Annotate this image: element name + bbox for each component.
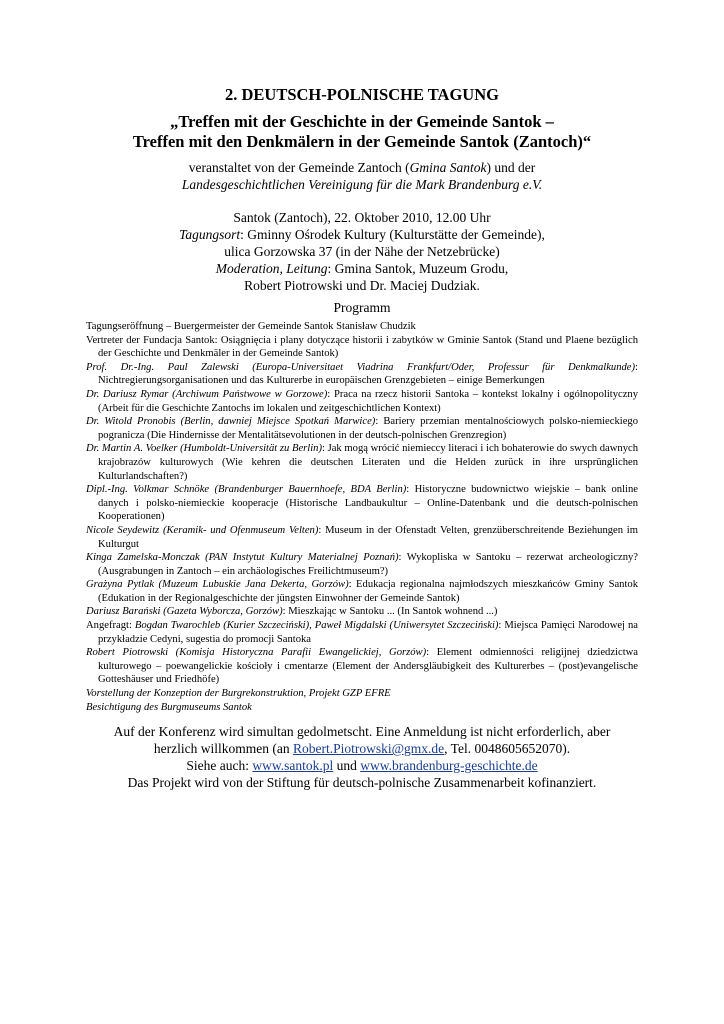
program-item-speaker: Dr. Martin A. Voelker (Humboldt-Universität zu Berlin) <box>86 443 322 455</box>
footer-line-3 <box>86 757 638 774</box>
program-item-speaker: Besichtigung des Burgmuseums Santok <box>86 701 252 713</box>
program-item-speaker: Grażyna Pytlak (Muzeum Lubuskie Jana Dekerta, Gorzów) <box>86 579 349 591</box>
program-item-speaker: Robert Piotrowski (Komisja Historyczna Parafii Ewangelickiej, Gorzów) <box>86 647 427 659</box>
moderation-label: Moderation, Leitung <box>215 261 328 276</box>
footer-line-3-mid: und <box>333 758 361 774</box>
program-item-text: : Miejsca Pamięci Narodowej na przykładzie Cedyni, sugestia do promocji Santoka <box>98 620 638 645</box>
organizer-block <box>86 159 638 193</box>
email-link[interactable]: Robert.Piotrowski@gmx.de <box>292 741 445 757</box>
program-item <box>86 388 638 415</box>
program-item-text: : Wykopliska w Santoku – rezerwat archeologiczny? (Ausgrabungen in Zantoch – ein archäologisches Freilichtmuseum?) <box>98 552 638 577</box>
program-item <box>86 578 638 605</box>
program-item-speaker: Dariusz Barański (Gazeta Wyborcza, Gorzów) <box>86 606 283 618</box>
program-item <box>86 320 638 334</box>
venue-text: : Gminny Ośrodek Kultury (Kulturstätte der Gemeinde), <box>240 227 545 242</box>
program-item-speaker: Dr. Witold Pronobis (Berlin, dawniej Miejsce Spotkań Marwice) <box>86 416 376 428</box>
footer-line-2-post: , Tel. 0048605652070). <box>444 741 571 757</box>
moderation-text: : Gmina Santok, Muzeum Grodu, <box>327 261 509 276</box>
subtitle-line-2: Treffen mit den Denkmälern in der Gemeinde Santok (Zantoch)“ <box>132 132 592 151</box>
program-item <box>86 442 638 483</box>
program-item-text: : Jak mogą wrócić niemieccy literaci i ich bohaterowie do swych dawnych krajobrazów kulturowych (Wie kehren die deutschen Literaten und die Helden zurück in ihre ursprünglichen Kulturlandschaften?) <box>98 443 638 482</box>
footer-line-1: Auf der Konferenz wird simultan gedolmetscht. Eine Anmeldung ist nicht erforderlich, aber <box>113 724 611 740</box>
program-item-text: : Historyczne budownictwo wiejskie – bank online danych i polsko-niemieckie kooperacje (Historische Landbaukultur – Online-Datenbank und die deutsch-polnischen Kooperationen) <box>98 484 638 523</box>
conference-subtitle <box>86 112 638 152</box>
program-item <box>86 361 638 388</box>
program-item-speaker: Vorstellung der Konzeption der Burgrekonstruktion, Projekt GZP EFRE <box>86 688 391 700</box>
program-item-speaker: Nicole Seydewitz (Keramik- und Ofenmuseum Velten) <box>86 524 319 536</box>
organizer-line-2 <box>86 176 638 193</box>
subtitle-line-1: „Treffen mit der Geschichte in der Gemeinde Santok – <box>170 112 554 131</box>
program-item-speaker: Dr. Dariusz Rymar (Archiwum Państwowe w Gorzowe) <box>86 388 328 400</box>
program-item <box>86 483 638 524</box>
document-page <box>86 84 638 791</box>
program-item-speaker: Dipl.-Ing. Volkmar Schnöke (Brandenburger Bauernhoefe, BDA Berlin) <box>86 484 407 496</box>
footer-line-4: Das Projekt wird von der Stiftung für deutsch-polnische Zusammenarbeit kofinanziert. <box>127 775 597 791</box>
program-item <box>86 415 638 442</box>
program-item <box>86 701 638 715</box>
program-item-text: : Edukacja regionalna najmłodszych mieszkańców Gminy Santok (Edukation in der Regionalgeschichte der jüngsten Einwohner der Gemeinde Santok) <box>98 579 638 604</box>
program-item <box>86 524 638 551</box>
program-item <box>86 551 638 578</box>
footer-block <box>86 723 638 791</box>
program-item-text: : Element odmienności religijnej dziedzictwa kulturowego – poewangelickie kościoły i cmentarze (Element der Andersgläubigkeit des Kulturerbes – (post)evangelische Gotteshäuser und Friedhöfe) <box>98 647 638 686</box>
program-item-text: Tagungseröffnung – Buergermeister der Gemeinde Santok Stanisław Chudzik <box>86 321 416 332</box>
conference-title: 2. DEUTSCH-POLNISCHE TAGUNG <box>225 85 499 104</box>
program-item-speaker: Bogdan Twarochleb (Kurier Szczeciński), Paweł Migdalski (Uniwersytet Szczeciński) <box>134 620 499 632</box>
program-heading: Programm <box>333 300 391 315</box>
program-item-prefix: Angefragt: <box>86 620 135 632</box>
program-item <box>86 334 638 361</box>
meeting-venue <box>86 226 638 243</box>
santok-link[interactable]: www.santok.pl <box>252 758 334 774</box>
program-item <box>86 619 638 646</box>
program-item-text: : Bariery przemian mentalnościowych polsko-niemieckiego pogranicza (Die Hindernisse der Mentalitätsevolutionen in der deutsch-polnischen Grenzregion) <box>98 416 638 441</box>
meeting-date: Santok (Zantoch), 22. Oktober 2010, 12.00 Uhr <box>233 210 491 225</box>
program-item-speaker: Kinga Zamelska-Monczak (PAN Instytut Kultury Materialnej Poznań) <box>86 552 399 564</box>
program-item-text: : Nichtregierungsorganisationen und das Kulturerbe in europäischen Grenzgebieten – einige Bemerkungen <box>98 361 638 387</box>
organizer-vereinigung: Landesgeschichtlichen Vereinigung für die Mark Brandenburg e.V. <box>181 177 543 192</box>
footer-line-3-pre: Siehe auch: <box>186 758 253 774</box>
program-item-text: Vertreter der Fundacja Santok: Osiągnięcia i plany dotyczące historii i zabytków w Gminie Santok (Stand und Plaene bezüglich der Geschichte und Denkmäler in der Gemeinde Santok) <box>86 334 638 360</box>
footer-line-2 <box>86 740 638 757</box>
organizer-gmina: Gmina Santok <box>409 160 487 175</box>
program-item <box>86 646 638 687</box>
program-item-text: : Museum in der Ofenstadt Velten, grenzüberschreitende Beziehungen im Kulturgut <box>98 524 638 550</box>
venue-label: Tagungsort <box>179 227 241 242</box>
meeting-moderation-2: Robert Piotrowski und Dr. Maciej Dudziak. <box>244 278 480 293</box>
program-item-speaker: Prof. Dr.-Ing. Paul Zalewski (Europa-Universitaet Viadrina Frankfurt/Oder, Professur für Denkmalkunde) <box>86 361 636 373</box>
program-item-text: : Mieszkając w Santoku ... (In Santok wohnend ...) <box>282 606 498 618</box>
meeting-moderation <box>86 260 638 277</box>
program-item <box>86 687 638 701</box>
footer-line-2-pre: herzlich willkommen (an <box>153 741 293 757</box>
brandenburg-link[interactable]: www.brandenburg-geschichte.de <box>360 758 538 774</box>
program-list <box>86 320 638 714</box>
program-item <box>86 605 638 619</box>
header <box>86 84 638 152</box>
organizer-line-1 <box>86 159 638 176</box>
meeting-block <box>86 209 638 294</box>
meeting-address: ulica Gorzowska 37 (in der Nähe der Netzebrücke) <box>224 244 500 259</box>
program-item-text: : Praca na rzecz historii Santoka – kontekst lokalny i ogólnopolityczny (Arbeit für die Geschichte Zantochs im lokalen und zeitgeschichtlichen Kontext) <box>98 388 638 414</box>
organizer-post: ) und der <box>486 160 536 175</box>
organizer-pre: veranstaltet von der Gemeinde Zantoch ( <box>188 160 410 175</box>
